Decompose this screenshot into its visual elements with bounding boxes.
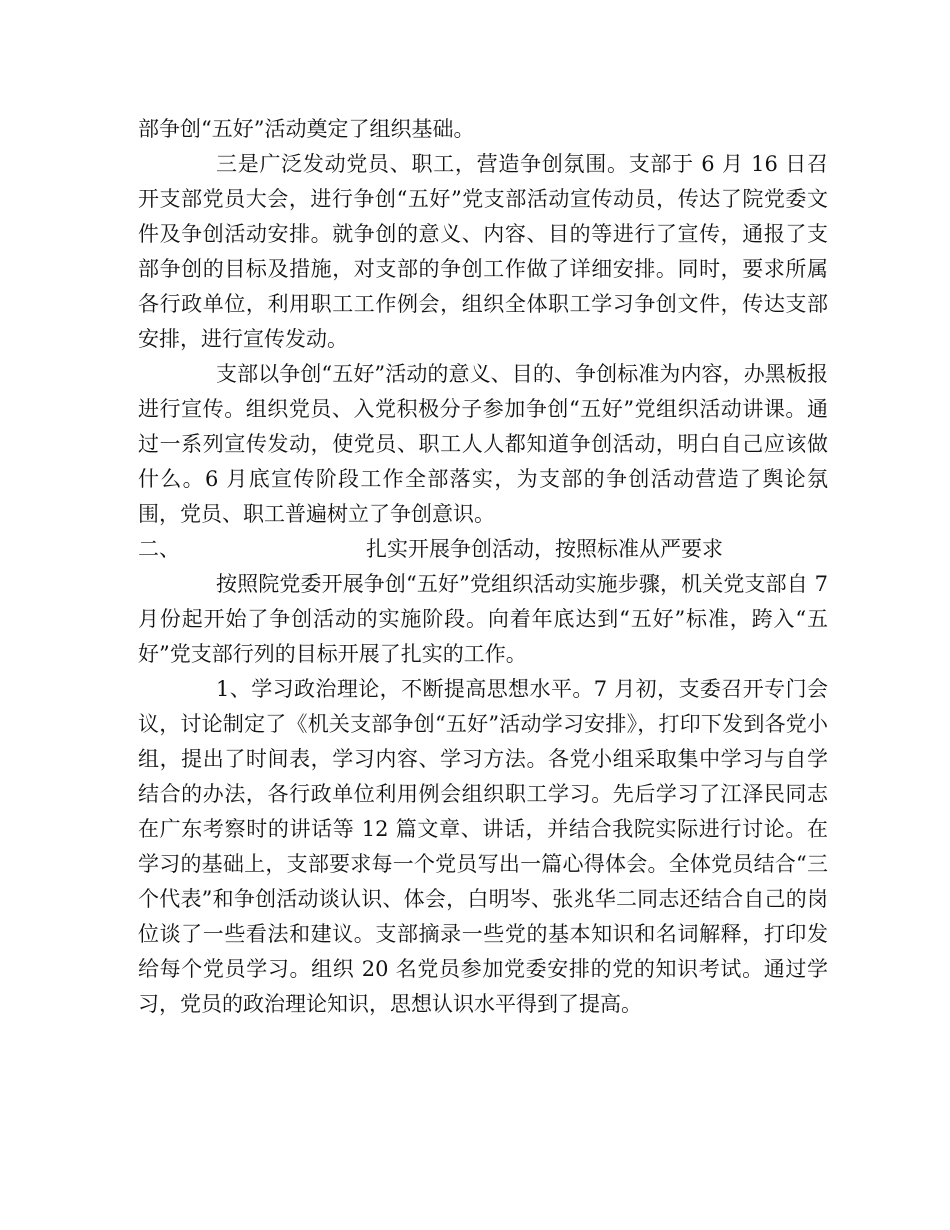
paragraph-publicity: 支部以争创“五好”活动的意义、目的、争创标准为内容，办黑板报进行宣传。组织党员、入党积极分子参加争创“五好”党组织活动讲课。通过一系列宣传发动，使党员、职工人人都知道争创活动，明白自己应该做什么。6 月底宣传阶段工作全部落实，为支部的争创活动营造了舆论氛围，党员、职工普遍树立了争创意识。 <box>138 362 828 526</box>
paragraph-mobilization: 三是广泛发动党员、职工，营造争创氛围。支部于 6 月 16 日召开支部党员大会，进行争创“五好”党支部活动宣传动员，传达了院党委文件及争创活动安排。就争创的意义、内容、目的等进行了宣传，通报了支部争创的目标及措施，对支部的争创工作做了详细安排。同时，要求所属各行政单位，利用职工工作例会，组织全体职工学习争创文件，传达支部安排，进行宣传发动。 <box>138 152 828 351</box>
paragraph-study: 1、学习政治理论，不断提高思想水平。7 月初，支委召开专门会议，讨论制定了《机关支部争创“五好”活动学习安排》，打印下发到各党小组，提出了时间表，学习内容、学习方法。各党小组采取集中学习与自学结合的办法，各行政单位利用例会组织职工学习。先后学习了江泽民同志在广东考察时的讲话等 12 篇文章、讲话，并结合我院实际进行讨论。在学习的基础上，支部要求每一个党员写出一篇心得体会。全体党员结合“三个代表”和争创活动谈认识、体会，白明岑、张兆华二同志还结合自己的岗位谈了一些看法和建议。支部摘录一些党的基本知识和名词解释，打印发给每个党员学习。组织 20 名党员参加党委安排的党的知识考试。通过学习，党员的政治理论知识，思想认识水平得到了提高。 <box>138 677 828 1016</box>
section-heading-title: 扎实开展争创活动，按照标准从严要求 <box>366 537 723 561</box>
paragraph-implementation: 按照院党委开展争创“五好”党组织活动实施步骤，机关党支部自 7 月份起开始了争创活动的实施阶段。向着年底达到“五好”标准，跨入“五好”党支部行列的目标开展了扎实的工作。 <box>138 572 828 666</box>
section-heading <box>138 532 828 567</box>
document-page <box>138 112 828 1022</box>
section-heading-number: 二、 <box>138 537 180 561</box>
paragraph-continuation: 部争创“五好”活动奠定了组织基础。 <box>138 117 475 141</box>
